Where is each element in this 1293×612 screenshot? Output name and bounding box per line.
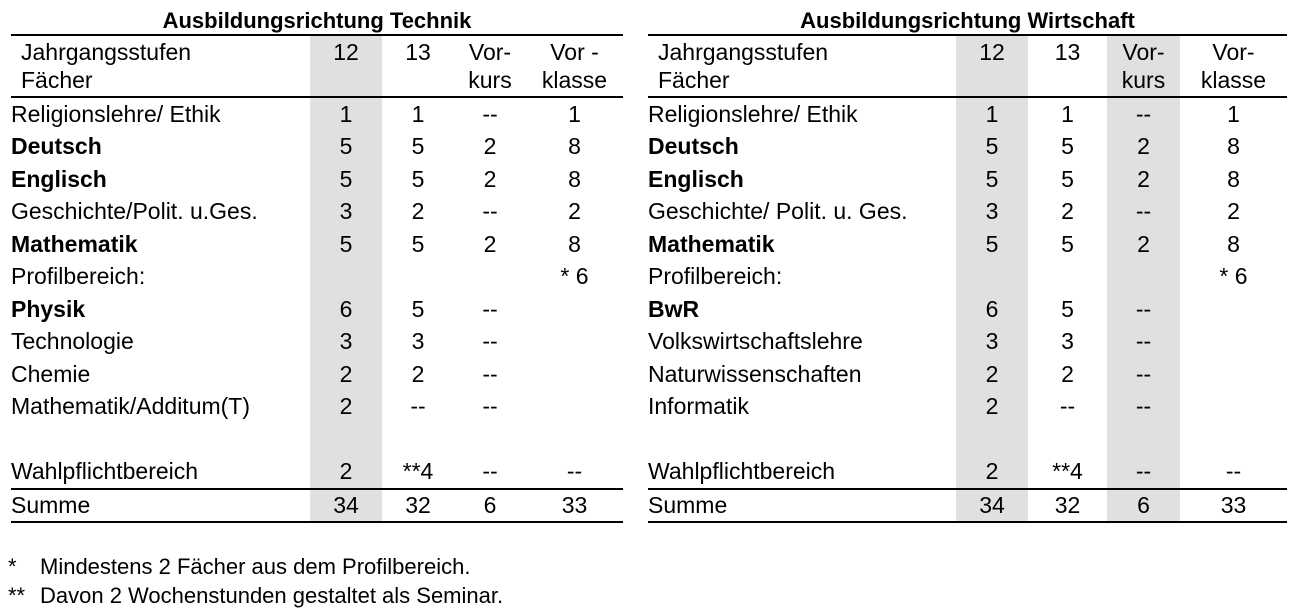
header-vorklasse: Vor- klasse: [1180, 35, 1287, 97]
subject-name: Volkswirtschaftslehre: [648, 328, 863, 355]
cell-12: 3: [310, 326, 382, 359]
subject-name: Wahlpflichtbereich: [648, 457, 836, 484]
subject-name: Mathematik: [648, 230, 775, 257]
cell-13: 2: [411, 360, 425, 387]
sum-label: Summe: [648, 489, 956, 522]
cell-vorklasse: [1180, 326, 1287, 359]
header-subject: Jahrgangsstufen Fächer: [11, 35, 310, 97]
header-12: 12: [956, 35, 1028, 97]
sum-vorkurs: 6: [454, 489, 526, 522]
sum-vorklasse: 33: [526, 489, 623, 522]
footnote: [8, 552, 503, 581]
subject-name: Mathematik/Additum(T): [11, 393, 251, 420]
cell-vorklasse: 8: [1227, 133, 1240, 160]
cell-vorkurs: [1107, 261, 1180, 294]
subject-name: Mathematik: [11, 230, 138, 257]
cell-12: 1: [956, 97, 1028, 131]
header-vorkurs: Vor- kurs: [1107, 35, 1180, 97]
header-vorklasse: Vor - klasse: [526, 35, 623, 97]
cell-13: 2: [411, 198, 425, 225]
table-row: [648, 163, 1287, 196]
cell-12: 5: [310, 131, 382, 164]
spacer-row: [11, 423, 623, 455]
cell-13: --: [1059, 393, 1076, 420]
footnote: [8, 581, 503, 610]
table-row: [11, 293, 623, 326]
cell-12: [310, 261, 382, 294]
cell-12: 3: [956, 326, 1028, 359]
table-row: [648, 261, 1287, 294]
table-row: [648, 455, 1287, 489]
subject-name: Geschichte/ Polit. u. Ges.: [648, 198, 908, 225]
cell-vorklasse: [526, 326, 623, 359]
subject-name: Religionslehre/ Ethik: [11, 100, 221, 127]
cell-13: 5: [411, 165, 425, 192]
table-row: [11, 196, 623, 229]
table-row: [11, 261, 623, 294]
cell-12: 5: [310, 228, 382, 261]
cell-vorkurs: --: [1107, 455, 1180, 489]
cell-13: 5: [411, 133, 425, 160]
table-row: [11, 131, 623, 164]
cell-12: 5: [310, 163, 382, 196]
subject-name: Chemie: [11, 360, 91, 387]
cell-12: [956, 261, 1028, 294]
cell-vorklasse: 8: [568, 165, 581, 192]
table-row: [648, 293, 1287, 326]
cell-vorkurs: --: [1107, 326, 1180, 359]
cell-vorkurs: 2: [1107, 163, 1180, 196]
cell-vorkurs: 2: [1107, 131, 1180, 164]
cell-vorklasse: 2: [568, 198, 581, 225]
cell-vorklasse: [526, 391, 623, 424]
cell-13: 2: [1061, 360, 1074, 387]
sum-vorklasse: 33: [1180, 489, 1287, 522]
subject-name: BwR: [648, 295, 700, 322]
sum-13: 32: [382, 489, 454, 522]
cell-13: [1028, 261, 1107, 294]
cell-13: 5: [1061, 165, 1074, 192]
cell-vorkurs: --: [482, 393, 498, 420]
table-row: [11, 358, 623, 391]
subject-name: Informatik: [648, 393, 749, 420]
cell-vorkurs: 2: [483, 165, 497, 192]
cell-13: 3: [1061, 328, 1074, 355]
sum-label: Summe: [11, 489, 310, 522]
table-row: [648, 326, 1287, 359]
cell-vorklasse: [1180, 358, 1287, 391]
header-vorkurs: Vor- kurs: [454, 35, 526, 97]
cell-vorklasse: * 6: [1219, 263, 1248, 290]
header-13: 13: [1028, 35, 1107, 97]
table-row: [11, 326, 623, 359]
header-12: 12: [310, 35, 382, 97]
table-technik: [11, 8, 623, 523]
cell-13: **4: [402, 457, 434, 484]
cell-vorklasse: * 6: [560, 263, 589, 290]
cell-vorkurs: --: [482, 457, 498, 484]
cell-vorklasse: 2: [1227, 198, 1240, 225]
cell-vorkurs: --: [1107, 293, 1180, 326]
table-row: [648, 228, 1287, 261]
cell-12: 2: [310, 455, 382, 489]
cell-12: 6: [310, 293, 382, 326]
cell-13: 5: [411, 295, 425, 322]
cell-12: 2: [310, 358, 382, 391]
subject-name: Wahlpflichtbereich: [11, 457, 199, 484]
cell-13: [382, 261, 454, 294]
sum-12: 34: [310, 489, 382, 522]
table-row: [648, 196, 1287, 229]
cell-12: 2: [956, 455, 1028, 489]
subject-name: Englisch: [11, 165, 107, 192]
spacer-row: [648, 423, 1287, 455]
cell-12: 2: [956, 391, 1028, 424]
header-subject: Jahrgangsstufen Fächer: [648, 35, 956, 97]
cell-vorkurs: --: [1107, 196, 1180, 229]
cell-13: 1: [1061, 100, 1074, 127]
subject-name: Profilbereich:: [648, 263, 783, 290]
cell-12: 2: [310, 391, 382, 424]
subject-name: Deutsch: [648, 133, 739, 160]
cell-vorkurs: --: [482, 100, 498, 127]
cell-12: 5: [956, 163, 1028, 196]
cell-vorkurs: 2: [1107, 228, 1180, 261]
footnote-mark: **: [8, 583, 26, 608]
cell-vorkurs: --: [482, 295, 498, 322]
cell-vorkurs: --: [482, 360, 498, 387]
table-row: [11, 228, 623, 261]
cell-vorklasse: [526, 358, 623, 391]
cell-vorklasse: [526, 293, 623, 326]
table-row: [11, 455, 623, 489]
cell-vorklasse: 1: [1227, 100, 1240, 127]
cell-12: 5: [956, 228, 1028, 261]
cell-vorkurs: --: [1107, 97, 1180, 131]
cell-12: 3: [310, 196, 382, 229]
cell-vorklasse: 8: [568, 133, 581, 160]
sum-row: [11, 489, 623, 522]
cell-13: 5: [1061, 230, 1074, 257]
subject-name: Geschichte/Polit. u.Ges.: [11, 198, 258, 225]
cell-13: 3: [411, 328, 425, 355]
subject-name: Religionslehre/ Ethik: [648, 100, 858, 127]
cell-13: 1: [411, 100, 425, 127]
cell-vorkurs: --: [482, 328, 498, 355]
cell-vorklasse: --: [566, 457, 583, 484]
subject-name: Naturwissenschaften: [648, 360, 862, 387]
cell-vorklasse: 8: [1227, 165, 1240, 192]
cell-vorklasse: [1180, 391, 1287, 424]
cell-12: 3: [956, 196, 1028, 229]
sum-12: 34: [956, 489, 1028, 522]
cell-13: 2: [1061, 198, 1074, 225]
cell-12: 5: [956, 131, 1028, 164]
cell-12: 1: [310, 97, 382, 131]
cell-vorklasse: --: [1225, 457, 1242, 484]
sum-vorkurs: 6: [1107, 489, 1180, 522]
cell-vorkurs: --: [1107, 391, 1180, 424]
cell-vorklasse: 8: [568, 230, 581, 257]
table-title: Ausbildungsrichtung Technik: [162, 8, 472, 33]
footnotes: [8, 552, 503, 610]
cell-12: 6: [956, 293, 1028, 326]
table-wirtschaft: [648, 8, 1287, 523]
cell-13: 5: [1061, 133, 1074, 160]
table-row: [648, 97, 1287, 131]
cell-vorkurs: --: [482, 198, 498, 225]
table-title: Ausbildungsrichtung Wirtschaft: [800, 8, 1135, 33]
cell-13: --: [410, 393, 426, 420]
cell-vorkurs: [454, 261, 526, 294]
cell-vorkurs: 2: [483, 230, 497, 257]
subject-name: Technologie: [11, 328, 134, 355]
table-row: [11, 163, 623, 196]
footnote-text: Davon 2 Wochenstunden gestaltet als Seminar.: [40, 583, 504, 608]
subject-name: Profilbereich:: [11, 263, 146, 290]
table-row: [648, 131, 1287, 164]
footnote-mark: *: [8, 554, 17, 579]
header-13: 13: [382, 35, 454, 97]
subject-name: Physik: [11, 295, 86, 322]
cell-12: 2: [956, 358, 1028, 391]
subject-name: Englisch: [648, 165, 744, 192]
cell-vorkurs: --: [1107, 358, 1180, 391]
sum-row: [648, 489, 1287, 522]
cell-vorklasse: [1180, 293, 1287, 326]
table-row: [648, 358, 1287, 391]
sum-13: 32: [1028, 489, 1107, 522]
subject-name: Deutsch: [11, 133, 102, 160]
table-row: [648, 391, 1287, 424]
footnote-text: Mindestens 2 Fächer aus dem Profilbereich.: [40, 554, 471, 579]
table-row: [11, 97, 623, 131]
cell-13: 5: [411, 230, 425, 257]
cell-vorkurs: 2: [483, 133, 497, 160]
cell-13: **4: [1052, 457, 1083, 484]
cell-vorklasse: 8: [1227, 230, 1240, 257]
table-row: [11, 391, 623, 424]
cell-13: 5: [1061, 295, 1074, 322]
cell-vorklasse: 1: [568, 100, 581, 127]
